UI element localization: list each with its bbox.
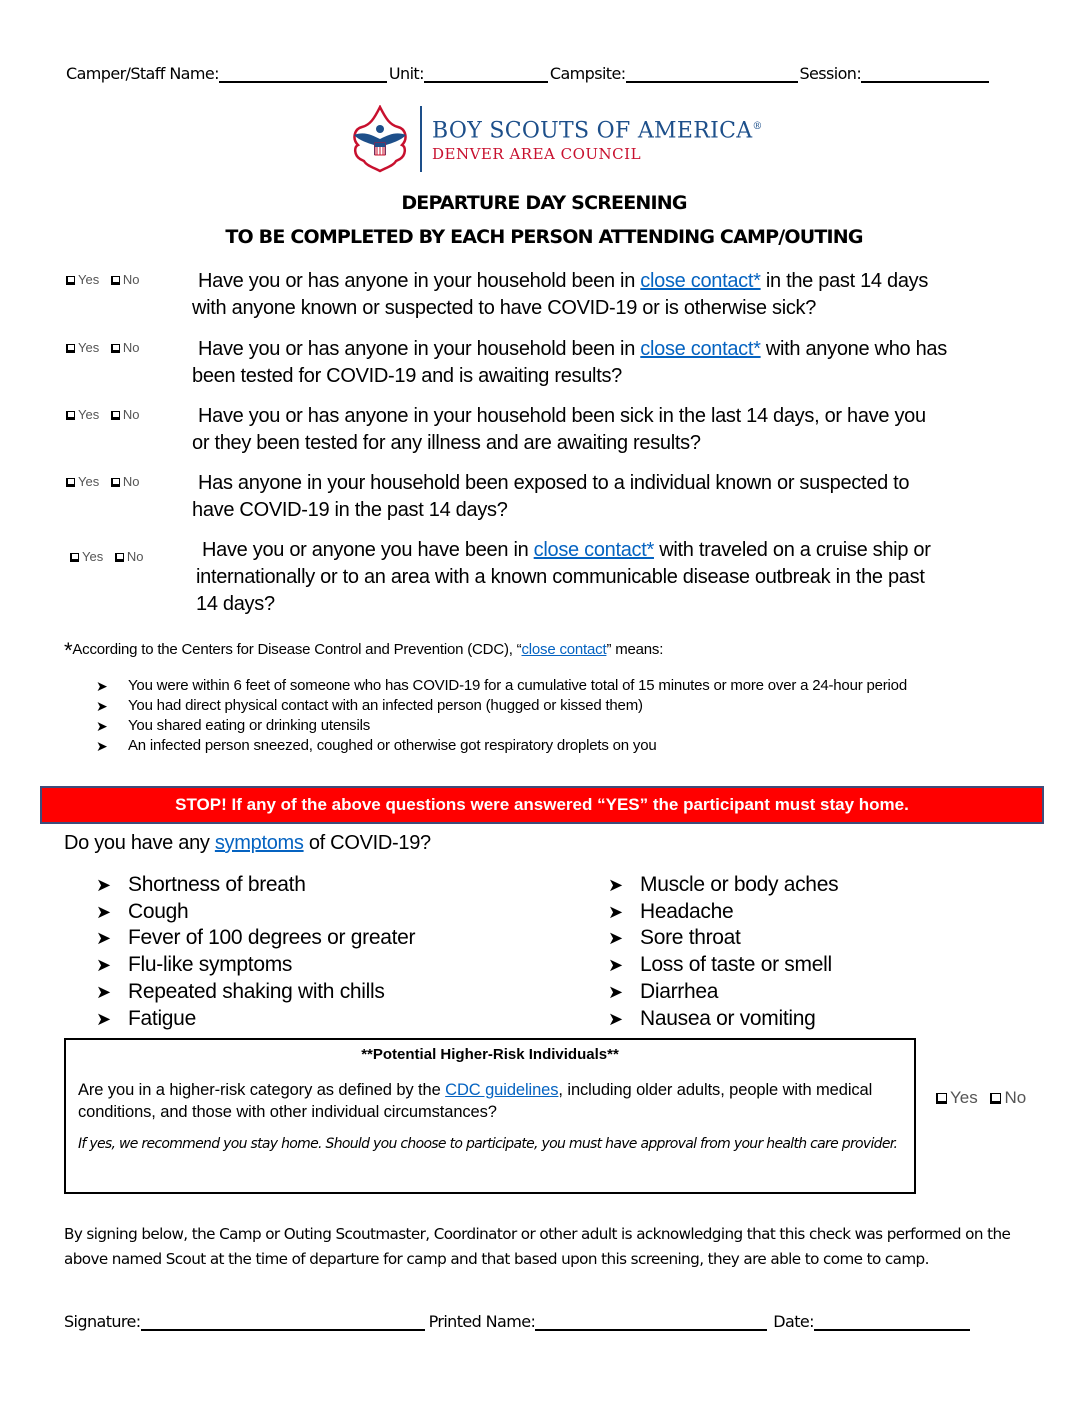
question-text: Has anyone in your household been exposed to a individual known or suspected to have COVID-19 in the past 14 days? [192, 472, 910, 521]
checkbox-icon [111, 276, 120, 285]
question-text: Have you or has anyone in your household been in close contact* in the past 14 days with anyone known or suspected to have COVID-19 or is otherwise sick? [192, 270, 929, 319]
close-contact-link[interactable]: close contact* [640, 270, 761, 292]
higher-risk-box [64, 1038, 916, 1194]
arrow-bullet-icon: ➤ [608, 981, 623, 1002]
date-field[interactable] [814, 1313, 970, 1331]
arrow-bullet-icon: ➤ [96, 981, 111, 1002]
question-5 [70, 537, 1050, 618]
checkbox-icon [111, 411, 120, 420]
printed-name-label: Printed Name: [428, 1312, 536, 1331]
yes-checkbox[interactable]: Yes [66, 272, 99, 287]
signature-field[interactable] [141, 1313, 425, 1331]
no-checkbox[interactable]: No [111, 474, 140, 489]
checkbox-icon [66, 276, 75, 285]
checkbox-icon [936, 1093, 947, 1104]
acknowledgement-text: By signing below, the Camp or Outing Scoutmaster, Coordinator or other adult is acknowledging that this check was performed on the above named Scout at the time of departure for camp and that based upon this screening, they are able to come to camp. [64, 1225, 1011, 1268]
campsite-label: Campsite: [549, 64, 626, 83]
question-text: Have you or has anyone in your household been sick in the last 14 days, or have you or they been tested for any illness and are awaiting results? [192, 405, 926, 454]
arrow-bullet-icon: ➤ [96, 678, 108, 694]
camper-name-field[interactable] [219, 65, 387, 83]
arrow-bullet-icon: ➤ [608, 1008, 623, 1029]
list-item: ➤ An infected person sneezed, coughed or otherwise got respiratory droplets on you [96, 737, 657, 754]
camper-name-label: Camper/Staff Name: [66, 64, 219, 83]
yes-checkbox[interactable]: Yes [66, 474, 99, 489]
bsa-logo [350, 104, 763, 174]
checkbox-icon [66, 478, 75, 487]
list-item: ➤ Repeated shaking with chills [96, 979, 415, 1006]
close-contact-link[interactable]: close contact* [533, 539, 654, 561]
list-item: ➤ Flu-like symptoms [96, 952, 415, 979]
yes-no-options [70, 537, 196, 618]
arrow-bullet-icon: ➤ [96, 698, 108, 714]
stop-banner: STOP! If any of the above questions were answered “YES” the participant must stay home. [40, 786, 1044, 824]
checkbox-icon [115, 553, 124, 562]
question-4 [66, 470, 1046, 524]
yes-checkbox[interactable]: Yes [70, 549, 103, 564]
signature-fields [64, 1312, 1024, 1331]
checkbox-icon [990, 1093, 1001, 1104]
yes-no-options [66, 470, 192, 524]
arrow-bullet-icon: ➤ [608, 928, 623, 949]
no-checkbox[interactable]: No [115, 549, 144, 564]
list-item: ➤ Muscle or body aches [608, 872, 838, 899]
higher-risk-question: Are you in a higher-risk category as defined by the CDC guidelines, including older adults, people with medical conditions, and those with other individual circumstances? [78, 1081, 873, 1121]
list-item: ➤ Loss of taste or smell [608, 952, 838, 979]
symptoms-list-right [608, 872, 838, 1032]
council-name: DENVER AREA COUNCIL [432, 145, 642, 164]
list-item: ➤ Nausea or vomiting [608, 1006, 838, 1033]
question-1 [66, 268, 1046, 322]
question-3 [66, 403, 1046, 457]
campsite-field[interactable] [626, 65, 798, 83]
arrow-bullet-icon: ➤ [96, 901, 111, 922]
cdc-definition-note: *According to the Centers for Disease Control and Prevention (CDC), “close contact” means: [64, 638, 664, 663]
higher-risk-note: If yes, we recommend you stay home. Should you choose to participate, you must have approval from your health care provider. [78, 1136, 898, 1152]
session-label: Session: [799, 64, 862, 83]
question-text: Have you or has anyone in your household been in close contact* with anyone who has been tested for COVID-19 and is awaiting results? [192, 338, 947, 387]
arrow-bullet-icon: ➤ [96, 955, 111, 976]
checkbox-icon [111, 478, 120, 487]
unit-field[interactable] [424, 65, 548, 83]
question-text: Have you or anyone you have been in close contact* with traveled on a cruise ship or internationally or to an area with a known communicable disease outbreak in the past 14 days? [196, 539, 931, 615]
list-item: ➤ Headache [608, 899, 838, 926]
page-subtitle: TO BE COMPLETED BY EACH PERSON ATTENDING CAMP/OUTING [225, 226, 863, 248]
no-checkbox[interactable]: No [990, 1088, 1026, 1107]
yes-no-options [66, 403, 192, 457]
yes-no-options [66, 268, 192, 322]
list-item: ➤ Fatigue [96, 1006, 415, 1033]
logo-divider [420, 106, 422, 172]
higher-risk-title: **Potential Higher-Risk Individuals** [361, 1046, 619, 1063]
header-fields [66, 64, 1026, 83]
higher-risk-yes-no [936, 1088, 1034, 1108]
checkbox-icon [66, 411, 75, 420]
symptoms-list-left [96, 872, 415, 1032]
arrow-bullet-icon: ➤ [96, 718, 108, 734]
list-item: ➤ Shortness of breath [96, 872, 415, 899]
close-contact-criteria-list [96, 676, 1016, 756]
page-title: DEPARTURE DAY SCREENING [401, 192, 687, 214]
arrow-bullet-icon: ➤ [96, 1008, 111, 1029]
checkbox-icon [66, 344, 75, 353]
org-name: BOY SCOUTS OF AMERICA® [432, 118, 763, 144]
list-item: ➤ Sore throat [608, 925, 838, 952]
fleur-de-lis-icon [350, 105, 410, 173]
yes-checkbox[interactable]: Yes [66, 340, 99, 355]
session-field[interactable] [861, 65, 989, 83]
cdc-guidelines-link[interactable]: CDC guidelines [445, 1081, 559, 1099]
arrow-bullet-icon: ➤ [608, 901, 623, 922]
list-item: ➤ Fever of 100 degrees or greater [96, 925, 415, 952]
unit-label: Unit: [388, 64, 424, 83]
no-checkbox[interactable]: No [111, 407, 140, 422]
yes-checkbox[interactable]: Yes [66, 407, 99, 422]
no-checkbox[interactable]: No [111, 340, 140, 355]
list-item: ➤ You had direct physical contact with an infected person (hugged or kissed them) [96, 697, 643, 714]
arrow-bullet-icon: ➤ [608, 955, 623, 976]
list-item: ➤ You shared eating or drinking utensils [96, 717, 371, 734]
printed-name-field[interactable] [535, 1313, 767, 1331]
close-contact-link[interactable]: close contact [521, 641, 607, 658]
checkbox-icon [70, 553, 79, 562]
checkbox-icon [111, 344, 120, 353]
close-contact-link[interactable]: close contact* [640, 338, 761, 360]
symptoms-question: Do you have any symptoms of COVID-19? [64, 832, 431, 854]
arrow-bullet-icon: ➤ [96, 875, 111, 895]
yes-no-options [66, 336, 192, 390]
signature-label: Signature: [64, 1312, 141, 1331]
question-2 [66, 336, 1046, 390]
no-checkbox[interactable]: No [111, 272, 140, 287]
list-item: ➤ You were within 6 feet of someone who has COVID-19 for a cumulative total of 15 minutes or more over a 24-hour period [96, 677, 907, 694]
arrow-bullet-icon: ➤ [96, 738, 108, 754]
list-item: ➤ Cough [96, 899, 415, 926]
date-label: Date: [773, 1312, 814, 1331]
symptoms-link[interactable]: symptoms [214, 832, 304, 854]
yes-checkbox[interactable]: Yes [936, 1088, 978, 1107]
arrow-bullet-icon: ➤ [96, 928, 111, 949]
arrow-bullet-icon: ➤ [608, 875, 623, 895]
list-item: ➤ Diarrhea [608, 979, 838, 1006]
